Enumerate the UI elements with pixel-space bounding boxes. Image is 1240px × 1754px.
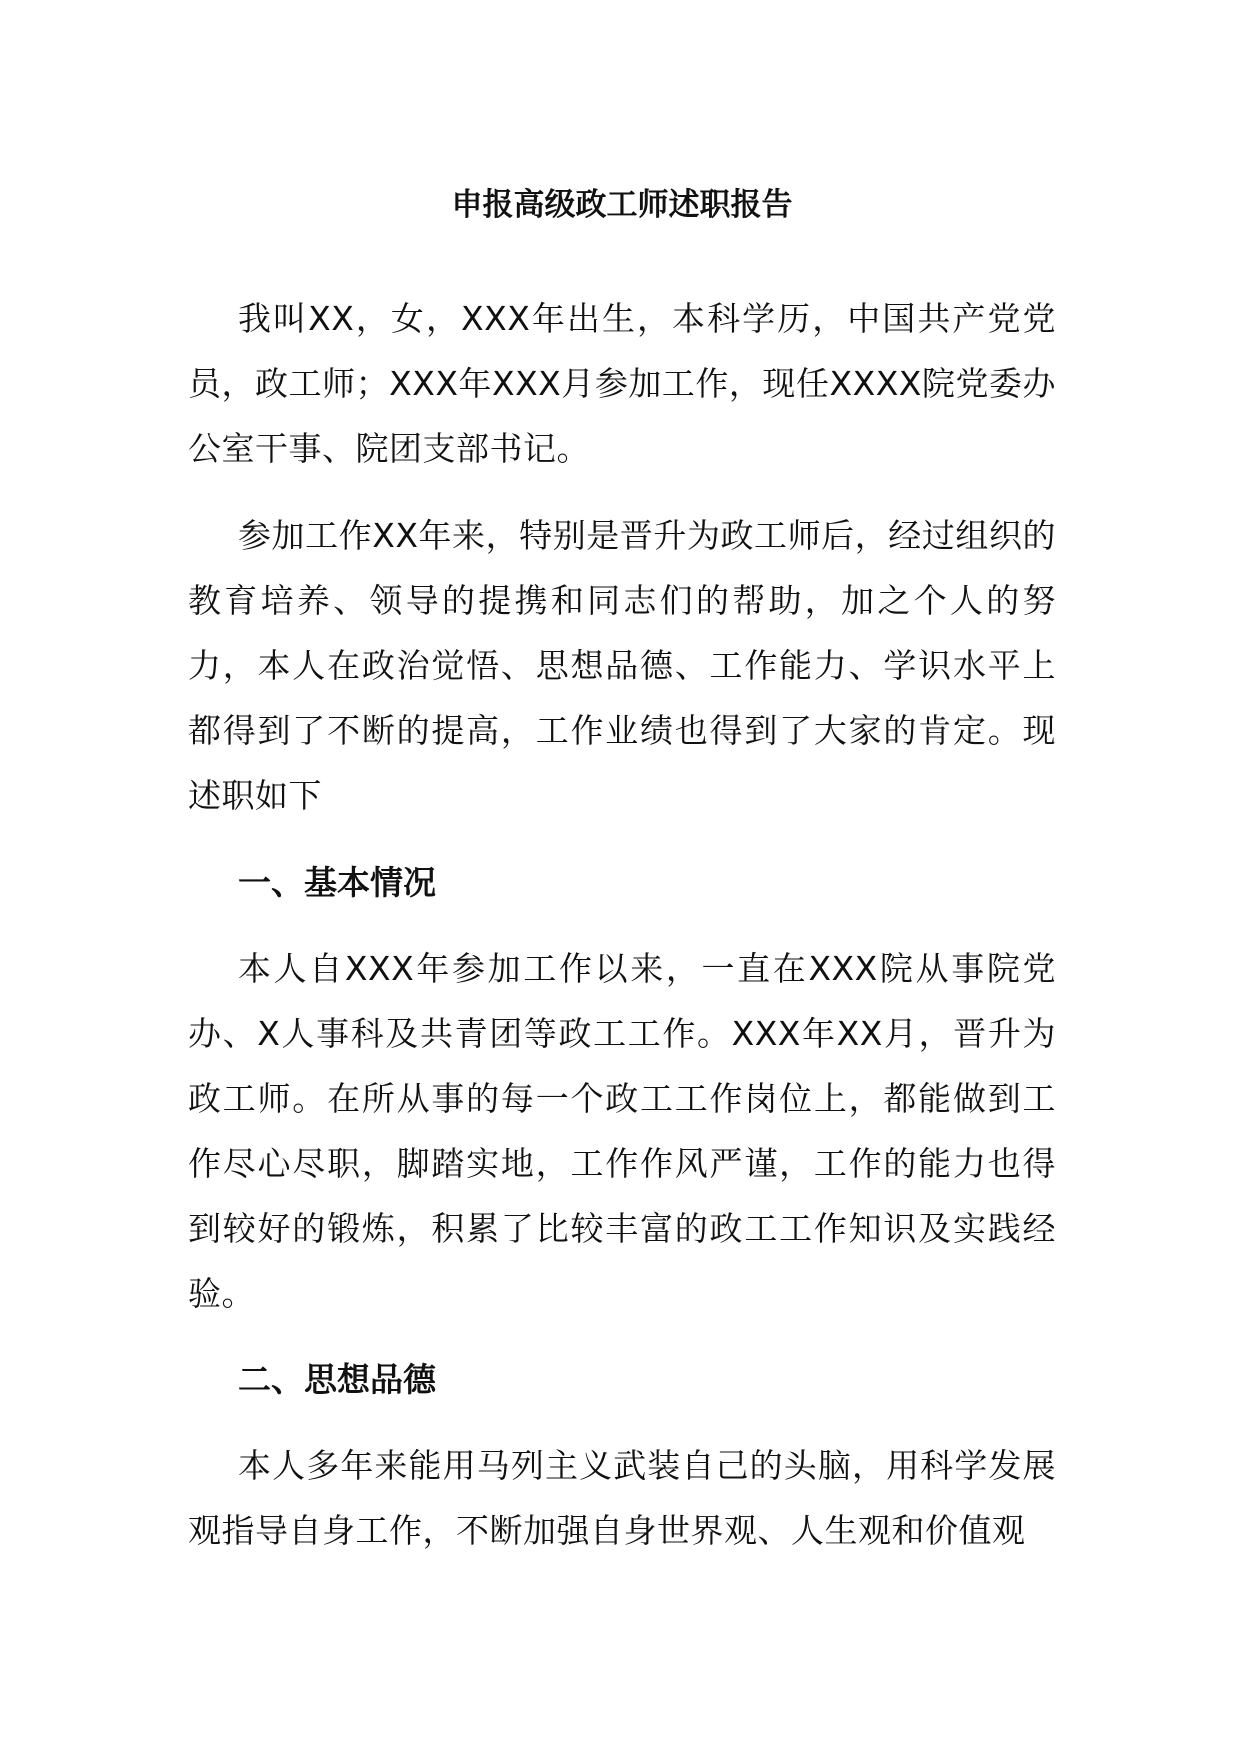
document-title: 申报高级政工师述职报告 — [451, 187, 793, 223]
summary-paragraph: 参加工作XX年来，特别是晋升为政工师后，经过组织的教育培养、领导的提携和同志们的帮助，加之个人的努力，本人在政治觉悟、思想品德、工作能力、学识水平上都得到了不断的提高，工作业绩也得到了大家的肯定。现述职如下 — [188, 516, 1056, 815]
section-heading-basic-info: 一、基本情况 — [238, 863, 436, 902]
section-heading-ideology: 二、思想品德 — [238, 1360, 436, 1399]
intro-paragraph: 我叫XX，女，XXX年出生，本科学历，中国共产党党员，政工师；XXX年XXX月参加工作，现任XXXX院党委办公室干事、院团支部书记。 — [188, 299, 1056, 468]
section-text-basic-info: 本人自XXX年参加工作以来，一直在XXX院从事院党办、X人事科及共青团等政工工作。XXX年XX月，晋升为政工师。在所从事的每一个政工工作岗位上，都能做到工作尽心尽职，脚踏实地，工作作风严谨，工作的能力也得到较好的锻炼，积累了比较丰富的政工工作知识及实践经验。 — [188, 949, 1056, 1313]
section-text-ideology: 本人多年来能用马列主义武装自己的头脑，用科学发展观指导自身工作，不断加强自身世界观、人生观和价值观 — [188, 1446, 1056, 1550]
